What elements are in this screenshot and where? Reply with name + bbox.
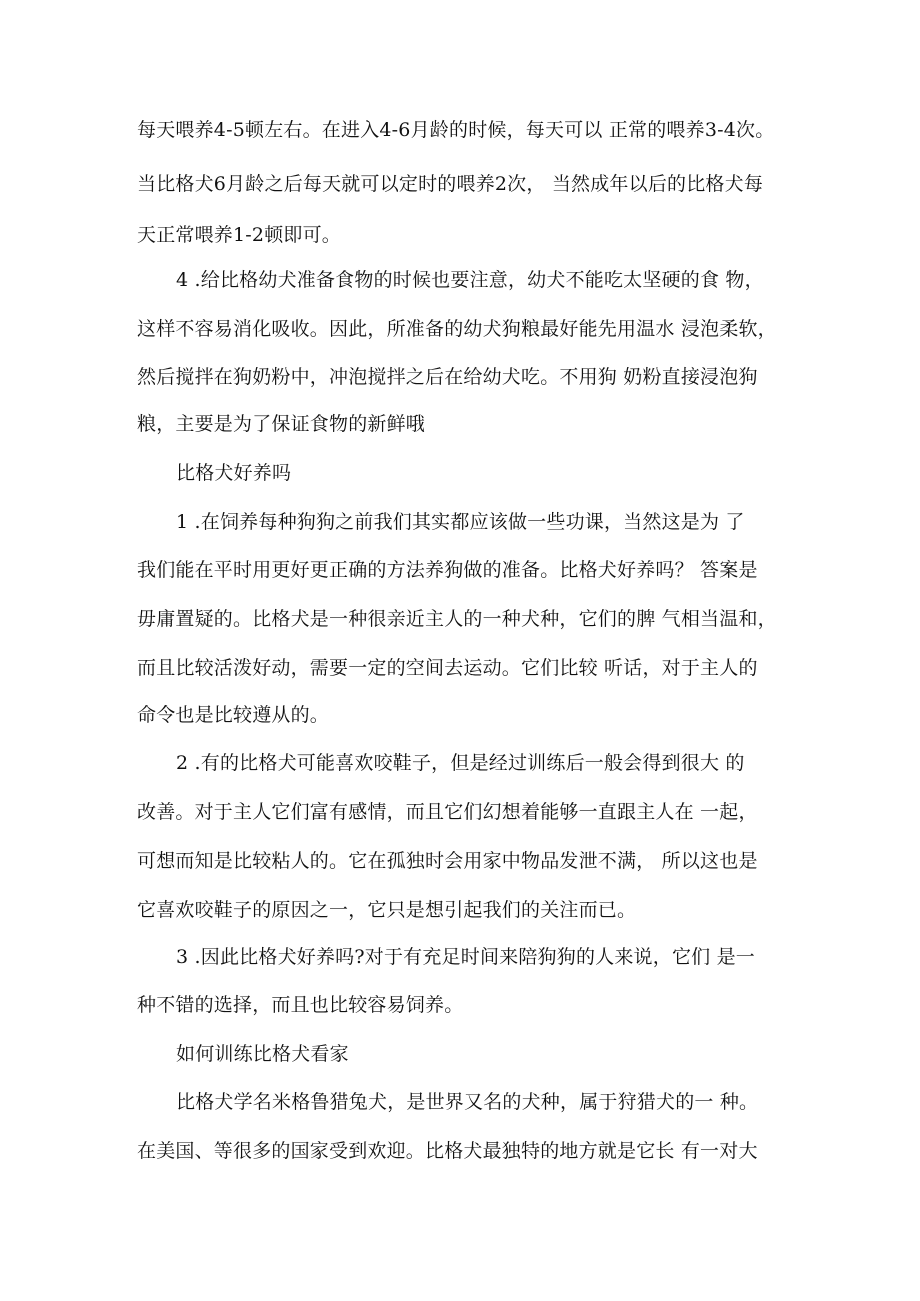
paragraph-item-4-line: 4 .给比格幼犬准备食物的时候也要注意，幼犬不能吃太坚硬的食 物，	[176, 269, 764, 291]
text-line: 而且比较活泼好动，需要一定的空间去运动。它们比较 听话，对于主人的	[137, 657, 758, 679]
text-line: 天正常喂养1-2顿即可。	[137, 224, 341, 246]
text-line: 然后搅拌在狗奶粉中，冲泡搅拌之后在给幼犬吃。不用狗 奶粉直接浸泡狗	[137, 366, 758, 388]
text-line: 可想而知是比较粘人的。它在孤独时会用家中物品发泄不满， 所以这也是	[137, 850, 758, 872]
section-heading: 如何训练比格犬看家	[176, 1043, 349, 1065]
text-line: 在美国、等很多的国家受到欢迎。比格犬最独特的地方就是它长 有一对大	[137, 1140, 758, 1162]
text-line: 毋庸置疑的。比格犬是一种很亲近主人的一种犬种，它们的脾 气相当温和，	[137, 608, 777, 630]
paragraph-item-3-line: 3 .因此比格犬好养吗?对于有充足时间来陪狗狗的人来说，它们 是一	[176, 946, 755, 968]
text-line: 这样不容易消化吸收。因此，所准备的幼犬狗粮最好能先用温水 浸泡柔软，	[137, 318, 777, 340]
text-line: 改善。对于主人它们富有感情，而且它们幻想着能够一直跟主人在 一起，	[137, 801, 758, 823]
text-line: 我们能在平时用更好更正确的方法养狗做的准备。比格犬好养吗？ 答案是	[137, 559, 758, 581]
paragraph-item-2-line: 2 .有的比格犬可能喜欢咬鞋子，但是经过训练后一般会得到很大 的	[176, 752, 745, 774]
paragraph-item-1-line: 1 .在饲养每种狗狗之前我们其实都应该做一些功课，当然这是为 了	[176, 511, 745, 533]
text-line: 种不错的选择，而且也比较容易饲养。	[137, 994, 464, 1016]
section-heading: 比格犬好养吗	[176, 462, 292, 484]
paragraph-line: 比格犬学名米格鲁猎兔犬，是世界又名的犬种，属于狩猎犬的一 种。	[176, 1091, 759, 1113]
text-line: 它喜欢咬鞋子的原因之一，它只是想引起我们的关注而已。	[137, 899, 637, 921]
text-line: 命令也是比较遵从的。	[137, 704, 330, 726]
text-line: 当比格犬6月龄之后每天就可以定时的喂养2次， 当然成年以后的比格犬每	[137, 173, 764, 195]
text-line: 每天喂养4-5顿左右。在进入4-6月龄的时候，每天可以 正常的喂养3-4次。	[137, 119, 775, 141]
text-line: 粮，主要是为了保证食物的新鲜哦	[137, 413, 426, 435]
